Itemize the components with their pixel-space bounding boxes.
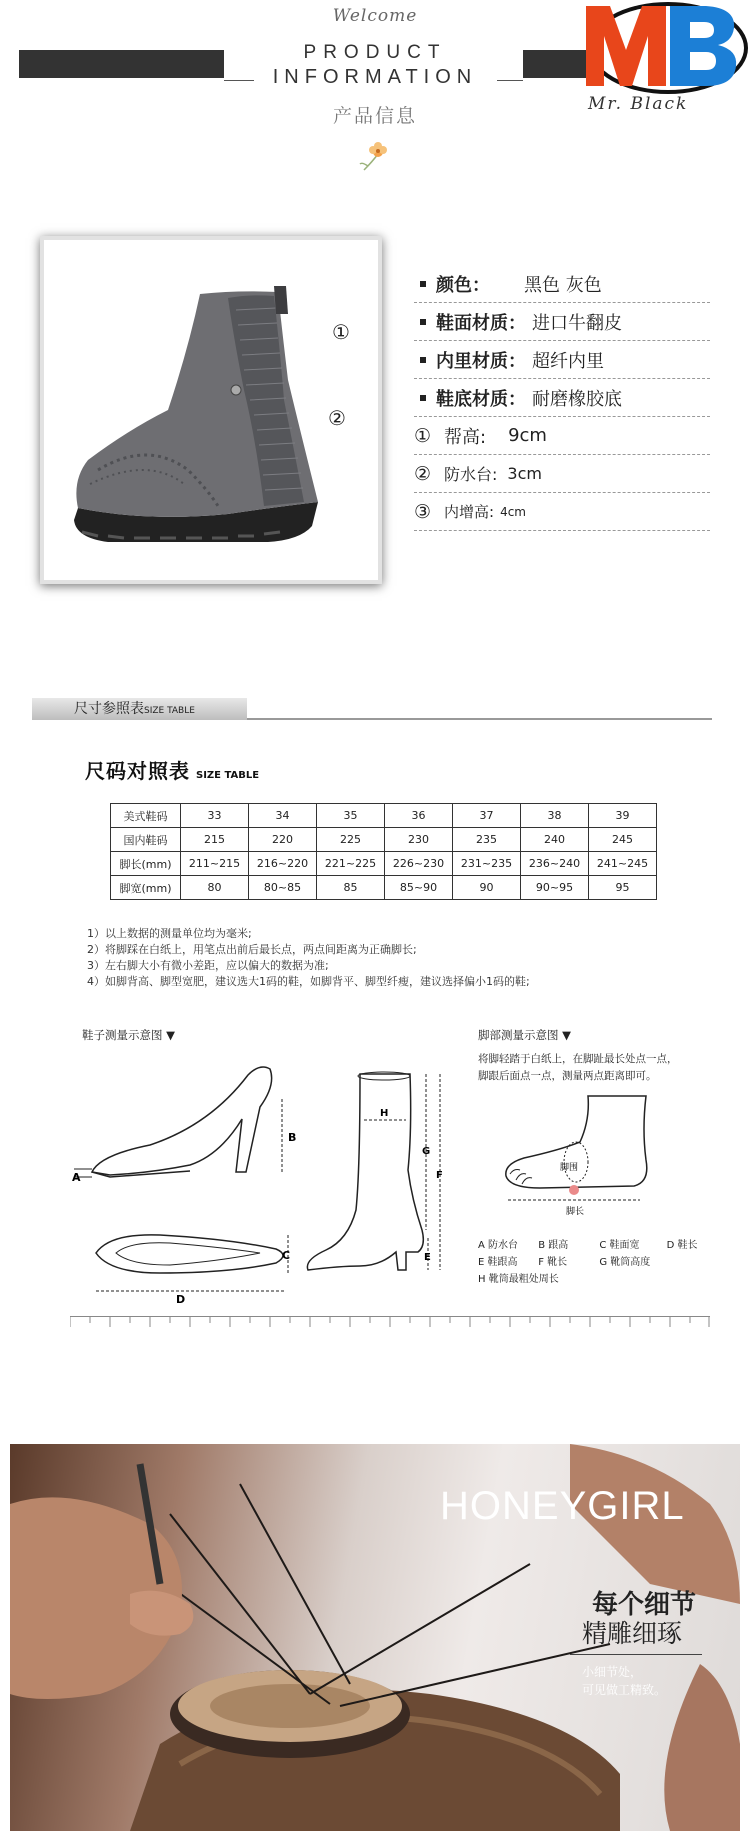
note-line: 4）如脚背高、脚型宽肥，建议选大1码的鞋，如脚背平、脚型纤瘦，建议选择偏小1码的鞋;	[87, 975, 530, 988]
table-row	[111, 804, 657, 828]
table-cell: 220	[249, 828, 317, 852]
table-cell: 34	[249, 804, 317, 828]
table-row	[111, 852, 657, 876]
spec-number: ②	[414, 462, 432, 485]
banner-headline-1: 每个细节	[592, 1590, 697, 1620]
table-cell: 35	[317, 804, 385, 828]
note-line: 2）将脚踩在白纸上，用笔点出前后最长点，两点间距离为正确脚长;	[87, 943, 417, 956]
foot-diagram-heading: 脚部测量示意图 ▼	[478, 1028, 571, 1042]
flower-icon	[356, 140, 396, 176]
spec-number: ③	[414, 500, 432, 523]
size-table	[110, 803, 657, 900]
table-row-head: 国内鞋码	[111, 828, 181, 852]
table-cell: 95	[589, 876, 657, 900]
banner-sub-2: 可见做工精致。	[582, 1683, 667, 1697]
legend-item: H 靴筒最粗处周长	[478, 1274, 559, 1285]
table-row-head: 美式鞋码	[111, 804, 181, 828]
spec-label: 内增高:	[444, 503, 495, 521]
size-tab-en: SIZE TABLE	[144, 706, 195, 716]
table-cell: 225	[317, 828, 385, 852]
legend-item: B 跟高	[538, 1240, 569, 1251]
legend-item: A 防水台	[478, 1240, 519, 1251]
table-cell: 38	[521, 804, 589, 828]
note-line: 1）以上数据的测量单位均为毫米;	[87, 927, 252, 940]
spec-row-color	[414, 265, 710, 303]
bullet-icon	[420, 357, 426, 363]
table-cell: 85~90	[385, 876, 453, 900]
spec-value: 超纤内里	[532, 350, 604, 372]
legend-item: E 鞋跟高	[478, 1257, 518, 1268]
ruler	[70, 1316, 710, 1328]
bullet-icon	[420, 395, 426, 401]
table-cell: 230	[385, 828, 453, 852]
pump-top-diagram	[90, 1225, 310, 1305]
foot-instructions	[478, 1051, 678, 1085]
boot-image	[68, 270, 358, 550]
table-cell: 215	[181, 828, 249, 852]
spec-label: 内里材质：	[436, 350, 526, 372]
spec-value: 3cm	[507, 464, 542, 483]
logo-subtitle: Mr. Black	[588, 94, 689, 114]
spec-row-lining	[414, 341, 710, 379]
table-cell: 221~225	[317, 852, 385, 876]
information-heading: INFORMATION	[272, 66, 478, 88]
spec-label: 鞋底材质：	[436, 388, 526, 410]
welcome-text: Welcome	[332, 6, 418, 26]
banner-sub-1: 小细节处，	[582, 1665, 643, 1679]
pump-side-diagram	[70, 1055, 300, 1185]
photo-marker-2: ②	[328, 406, 346, 430]
note-line: 3）左右脚大小有微小差距，应以偏大的数据为准;	[87, 959, 329, 972]
label-foot-length: 脚长	[566, 1207, 585, 1217]
table-cell: 236~240	[521, 852, 589, 876]
size-chart-title-cn: 尺码对照表	[85, 759, 190, 783]
spec-value: 进口牛翻皮	[532, 312, 622, 334]
label-f: F	[436, 1170, 443, 1181]
table-cell: 241~245	[589, 852, 657, 876]
table-cell: 80~85	[249, 876, 317, 900]
spec-row-inner-heel	[414, 493, 710, 531]
table-cell: 235	[453, 828, 521, 852]
spec-label: 颜色：	[436, 274, 490, 296]
size-chart-title	[85, 755, 259, 784]
spec-value: 9cm	[508, 425, 547, 446]
table-cell: 245	[589, 828, 657, 852]
label-b: B	[288, 1131, 297, 1144]
table-row	[111, 828, 657, 852]
craftsmanship-banner	[10, 1444, 740, 1831]
legend-item: G 靴筒高度	[599, 1257, 651, 1268]
table-row-head: 脚长(mm)	[111, 852, 181, 876]
diagram-legend	[478, 1237, 697, 1288]
legend-item: C 鞋面宽	[599, 1240, 640, 1251]
tall-boot-diagram	[300, 1070, 460, 1290]
table-cell: 36	[385, 804, 453, 828]
size-tab	[32, 698, 247, 720]
bullet-icon	[420, 281, 426, 287]
table-cell: 216~220	[249, 852, 317, 876]
spec-value: 4cm	[500, 504, 526, 519]
label-c: C	[282, 1249, 291, 1262]
table-cell: 33	[181, 804, 249, 828]
product-heading: PRODUCT	[303, 42, 447, 63]
spec-label: 防水台:	[444, 465, 498, 484]
table-row	[111, 876, 657, 900]
spec-row-platform	[414, 455, 710, 493]
banner-divider	[570, 1654, 702, 1655]
spec-list	[414, 265, 710, 531]
foot-instruction-line: 将脚轻踏于白纸上，在脚趾最长处点一点，	[478, 1053, 678, 1065]
spec-row-shaft-height	[414, 417, 710, 455]
table-cell: 240	[521, 828, 589, 852]
table-cell: 85	[317, 876, 385, 900]
cn-title: 产品信息	[332, 105, 417, 127]
table-cell: 80	[181, 876, 249, 900]
table-cell: 90	[453, 876, 521, 900]
label-foot-width: 脚围	[560, 1163, 579, 1173]
banner-headline-2: 精雕细琢	[582, 1619, 683, 1648]
bullet-icon	[420, 319, 426, 325]
photo-marker-1: ①	[332, 320, 350, 344]
legend-item: D 鞋长	[666, 1240, 698, 1251]
label-h: H	[380, 1108, 389, 1119]
spec-number: ①	[414, 424, 432, 447]
spec-row-upper	[414, 303, 710, 341]
label-e: E	[424, 1252, 431, 1263]
label-a: A	[72, 1171, 81, 1184]
foot-instruction-line: 脚跟后面点一点，测量两点距离即可。	[478, 1070, 657, 1082]
table-cell: 39	[589, 804, 657, 828]
legend-item: F 靴长	[538, 1257, 568, 1268]
size-notes	[87, 926, 530, 990]
table-cell: 231~235	[453, 852, 521, 876]
spec-row-sole	[414, 379, 710, 417]
spec-label: 帮高:	[444, 426, 487, 448]
size-section-band	[32, 698, 712, 720]
size-chart-title-en: SIZE TABLE	[196, 770, 260, 781]
table-cell: 37	[453, 804, 521, 828]
spec-value: 黑色 灰色	[524, 274, 602, 296]
size-tab-label: 尺寸参照表	[74, 701, 144, 717]
spec-value: 耐磨橡胶底	[532, 388, 622, 410]
banner-brand: HONEYGIRL	[440, 1484, 685, 1528]
spec-label: 鞋面材质：	[436, 312, 526, 334]
table-row-head: 脚宽(mm)	[111, 876, 181, 900]
table-cell: 226~230	[385, 852, 453, 876]
product-photo	[40, 236, 382, 584]
foot-diagram	[500, 1090, 660, 1220]
label-g: G	[422, 1146, 431, 1157]
table-cell: 211~215	[181, 852, 249, 876]
shoe-diagram-heading: 鞋子测量示意图 ▼	[82, 1028, 175, 1042]
label-d: D	[176, 1293, 186, 1305]
table-cell: 90~95	[521, 876, 589, 900]
